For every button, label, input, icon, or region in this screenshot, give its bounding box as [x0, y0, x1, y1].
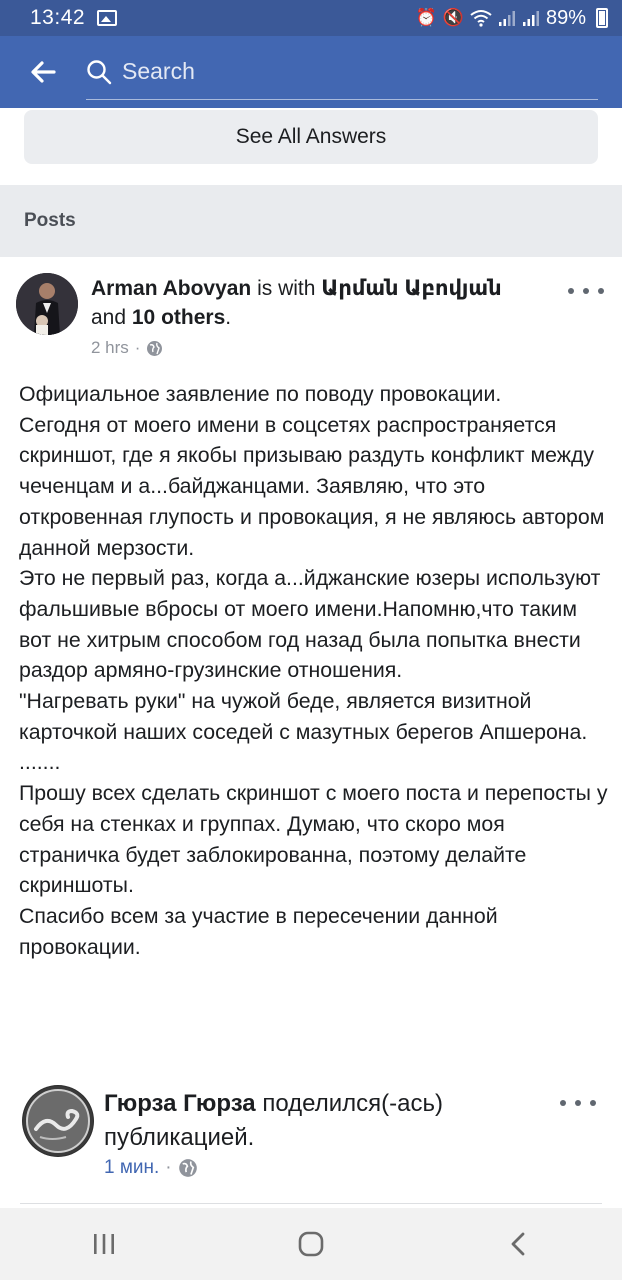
- image-icon: [97, 10, 117, 26]
- post-time[interactable]: 2 hrs: [91, 338, 129, 357]
- more-dot: [560, 1100, 566, 1106]
- profile-photo: [16, 273, 78, 335]
- post-card: [0, 257, 622, 1075]
- globe-icon: [146, 340, 163, 357]
- status-icons: [416, 7, 608, 30]
- signal-icon: [498, 9, 516, 27]
- post-meta: 2 hrs ·: [91, 338, 163, 358]
- back-icon: [509, 1231, 527, 1257]
- more-dot: [598, 288, 604, 294]
- posts-section-title: Posts: [0, 185, 622, 257]
- alarm-icon: ⏰: [415, 8, 437, 27]
- answers-section: [0, 108, 622, 185]
- search-input[interactable]: [86, 44, 598, 100]
- post-author[interactable]: Arman Abovyan: [91, 277, 252, 300]
- shared-post-card: [0, 1075, 622, 1207]
- status-bar: [0, 0, 622, 36]
- post-more-button[interactable]: [568, 281, 604, 301]
- home-icon: [297, 1230, 325, 1258]
- nav-back-button[interactable]: [478, 1214, 558, 1274]
- search-placeholder: Search: [122, 58, 195, 84]
- shared-author[interactable]: Гюрза Гюрза: [104, 1090, 256, 1117]
- shared-headline: Гюрза Гюрза поделился(-ась) публикацией.: [104, 1090, 443, 1151]
- wifi-icon: [470, 9, 492, 27]
- home-button[interactable]: [271, 1214, 351, 1274]
- divider: [20, 1203, 602, 1204]
- shared-more-button[interactable]: [560, 1093, 596, 1113]
- shared-meta: 1 мин. ·: [104, 1157, 198, 1179]
- more-dot: [583, 288, 589, 294]
- coin-logo: [22, 1085, 94, 1157]
- recents-button[interactable]: [64, 1214, 144, 1274]
- see-all-answers-button[interactable]: See All Answers: [24, 110, 598, 164]
- more-dot: [568, 288, 574, 294]
- post-body: Официальное заявление по поводу провокации. Сегодня от моего имени в соцсетях распространяется скриншот, где я якобы призываю раздуть конфликт между чеченцам и а...байджанцами. Заявляю, что это откровенная глупость и провокация, я не являюсь автором данной мерзости. Это не первый раз, когда а...йджанские юзеры используют фальшивые вбросы от моего имени.Напомню,что таким вот не хитрым способом год назад была попытка внести раздор армяно-грузинские отношения. "Нагревать руки" на чужой беде, является визитной карточкой наших соседей с мазутных берегов Апшерона. ....... Прошу всех сделать скриншот с моего поста и перепосты у себя на стенках и группах. Думаю, что скоро моя страничка будет заблокированна, поэтому делайте скриншоты. Спасибо всем за участие в пересечении данной провокации.: [19, 382, 608, 959]
- arrow-left-icon: [30, 61, 56, 83]
- status-time: 13:42: [30, 6, 86, 29]
- system-nav-bar: [0, 1208, 622, 1280]
- avatar[interactable]: [16, 273, 78, 335]
- signal-icon: [522, 9, 540, 27]
- battery-icon: [596, 8, 608, 28]
- search-icon: [86, 59, 112, 85]
- mute-icon: 🔇: [442, 8, 464, 27]
- tagged-others[interactable]: 10 others: [131, 306, 226, 329]
- avatar[interactable]: [22, 1085, 94, 1157]
- tagged-name[interactable]: Արման Աբովյան: [321, 277, 502, 300]
- globe-icon: [178, 1158, 198, 1178]
- recents-icon: [91, 1232, 117, 1256]
- battery-percent: 89%: [545, 6, 586, 29]
- post-headline: Arman Abovyan is with Արման Աբովյան and 10 others.: [91, 277, 502, 329]
- app-bar: [0, 36, 622, 108]
- back-button[interactable]: [0, 36, 86, 108]
- more-dot: [590, 1100, 596, 1106]
- more-dot: [575, 1100, 581, 1106]
- shared-time[interactable]: 1 мин.: [104, 1157, 160, 1178]
